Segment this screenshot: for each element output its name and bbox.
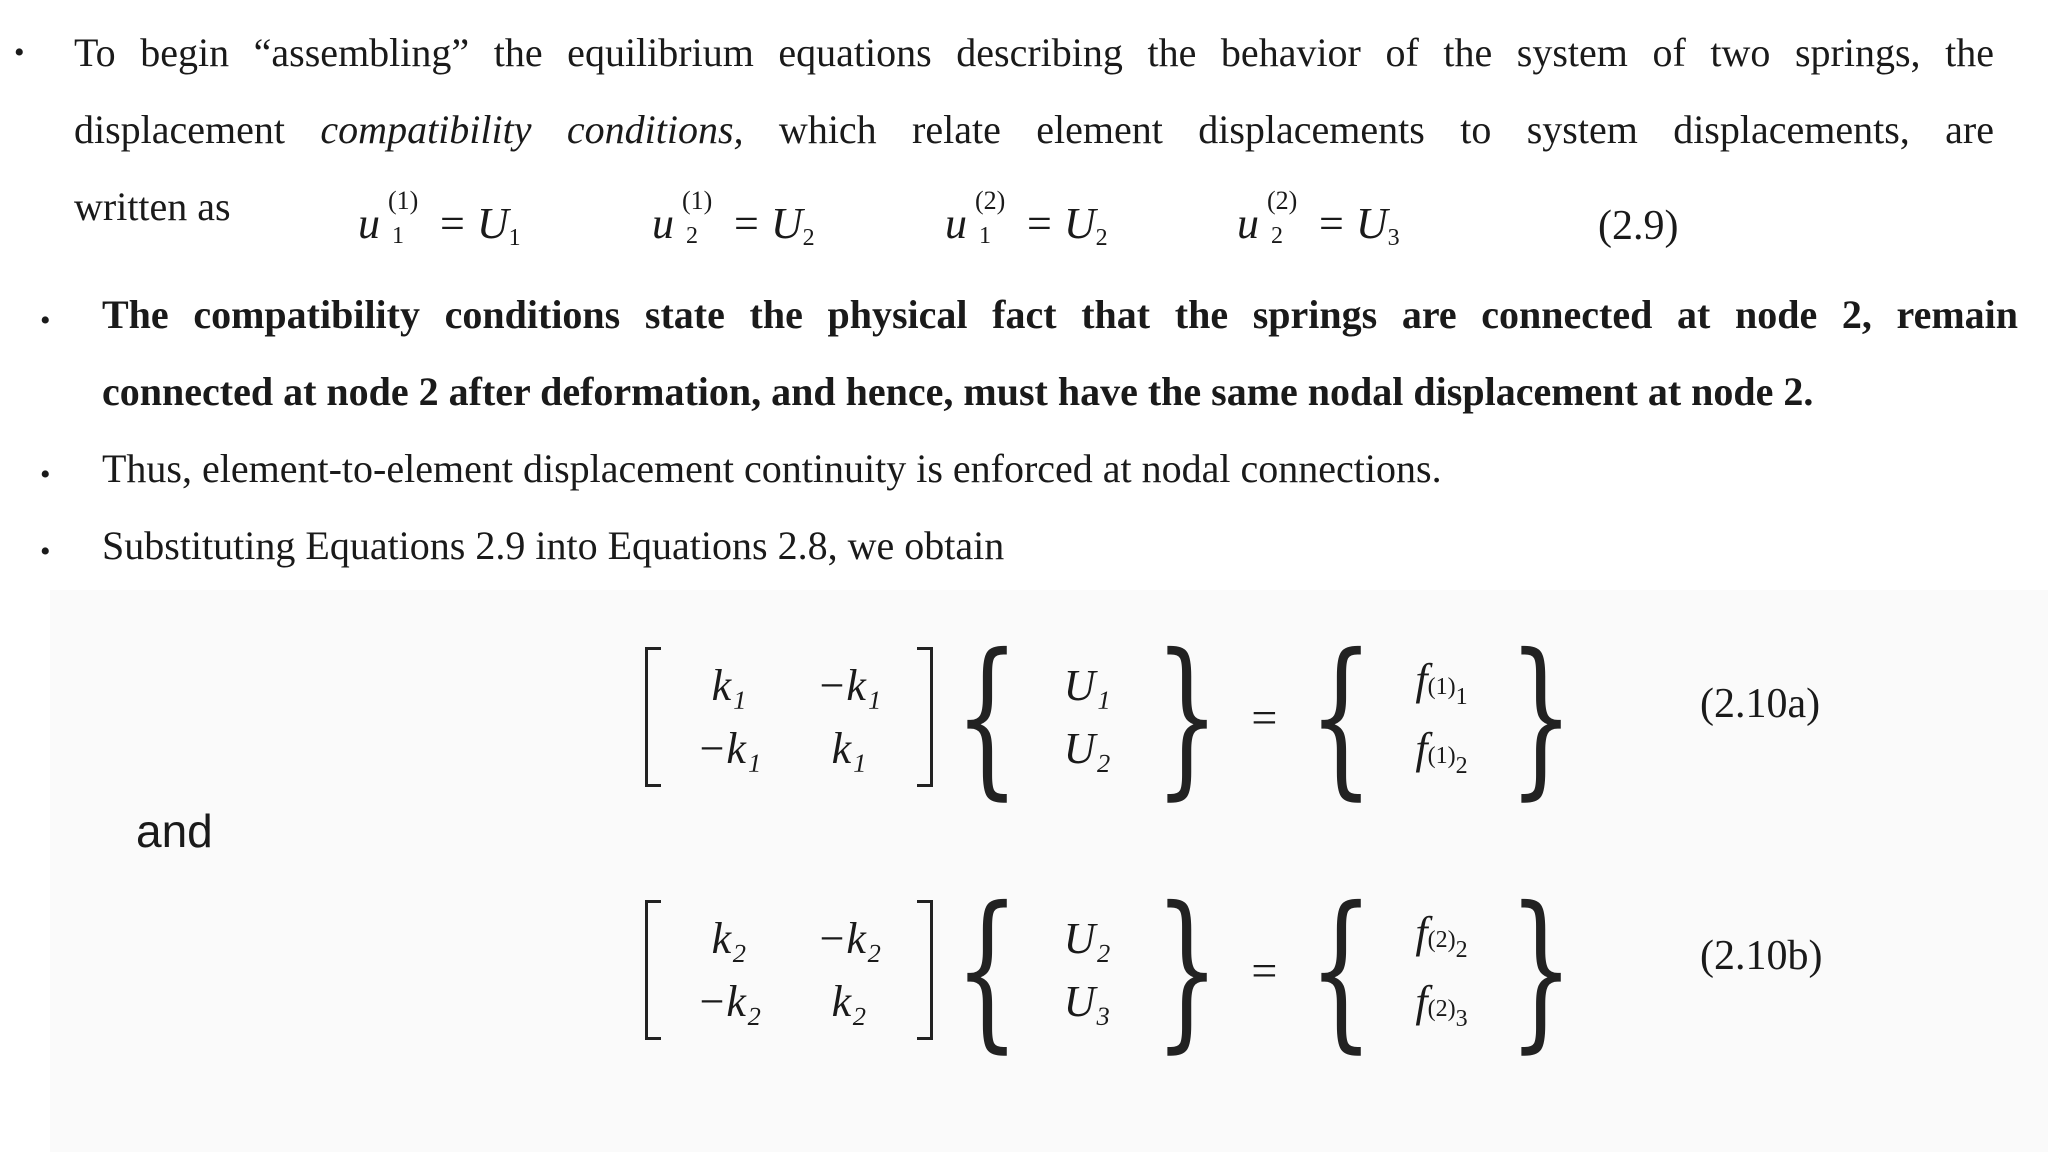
- eq210a-matrix-right-bracket: [917, 647, 933, 787]
- eq210b-equals: =: [1251, 944, 1278, 996]
- eq210a-vector-cell: U₁: [1063, 661, 1111, 710]
- paragraph-1-line-2: [74, 107, 1994, 153]
- eq210a-displacement-vector: [1041, 660, 1133, 774]
- eq210b-number: (2.10b): [1700, 933, 1823, 979]
- eq210a-force-right-brace: }: [1509, 618, 1575, 816]
- eq29-term-3: u (2) 1 = $U_2$: [945, 186, 1108, 252]
- eq210b-vector-cell: U₂: [1063, 914, 1111, 963]
- eq210a-matrix-cell: −k₁: [816, 661, 882, 710]
- eq210a-stiffness-matrix: [661, 660, 917, 774]
- eq210a-matrix-cell: −k₁: [696, 724, 762, 773]
- eq29-term-1-lhs: u (1) 1: [358, 186, 419, 249]
- and-connector: and: [136, 805, 213, 857]
- eq29-term-2-lhs: u (1) 2: [652, 186, 713, 249]
- eq210a-vector-cell: U₂: [1063, 724, 1111, 773]
- eq210b-force-cell: $f(2)_3$: [1415, 977, 1468, 1032]
- eq29-term-2: u (1) 2 = $U_2$: [652, 186, 815, 252]
- bullet-dot-3: •: [40, 458, 51, 491]
- eq210a-vector-right-brace: }: [1154, 618, 1220, 816]
- compatibility-conditions-term: compatibility conditions,: [320, 107, 744, 152]
- bullet-dot-1: •: [14, 36, 25, 69]
- eq210a-force-vector: [1395, 654, 1487, 780]
- eq210b-force-right-brace: }: [1509, 871, 1575, 1069]
- paragraph-3-line-1: Thus, element-to-element displacement continuity is enforced at nodal connections.: [102, 446, 1442, 491]
- paragraph-1-line-2-post: which relate element displacements to system displacements, are: [743, 107, 1995, 152]
- eq29-term-4: u (2) 2 = $U_3$: [1237, 186, 1400, 252]
- eq29-number: (2.9): [1598, 203, 1679, 249]
- paragraph-1-line-2-pre: displacement: [74, 107, 321, 152]
- paragraph-2-line-2: connected at node 2 after deformation, and hence, must have the same nodal displacement at node 2.: [102, 369, 1814, 414]
- eq210a-matrix-cell: k₁: [831, 724, 867, 773]
- eq210b-force-left-brace: {: [1308, 871, 1374, 1069]
- eq210a-matrix-cell: k₁: [711, 661, 747, 710]
- eq210a-vector-left-brace: {: [954, 618, 1020, 816]
- eq210b: [645, 871, 1596, 1069]
- eq210b-displacement-vector: [1041, 913, 1133, 1027]
- bullet-dot-4: •: [40, 535, 51, 568]
- eq210a: [645, 618, 1596, 816]
- eq210a-force-left-brace: {: [1308, 618, 1374, 816]
- eq210a-force-cell: $f(1)_1$: [1415, 655, 1468, 710]
- eq210b-matrix-cell: k₂: [711, 914, 747, 963]
- paragraph-1-line-3: written as: [74, 184, 231, 229]
- paragraph-2-line-1: The compatibility conditions state the physical fact that the springs are connected at node 2, remain: [102, 292, 2018, 337]
- paragraph-4-line-1: Substituting Equations 2.9 into Equations 2.8, we obtain: [102, 523, 1005, 568]
- eq29-term-3-lhs: u (2) 1: [945, 186, 1006, 249]
- eq210b-matrix-cell: −k₂: [696, 977, 762, 1026]
- eq210b-force-cell: $f(2)_2$: [1415, 908, 1468, 963]
- eq210b-stiffness-matrix: [661, 913, 917, 1027]
- eq210b-force-vector: [1395, 907, 1487, 1033]
- eq210b-matrix-left-bracket: [645, 900, 661, 1040]
- eq210a-force-cell: $f(1)_2$: [1415, 724, 1468, 779]
- eq210a-equals: =: [1251, 691, 1278, 743]
- eq210a-matrix-left-bracket: [645, 647, 661, 787]
- eq210b-matrix-right-bracket: [917, 900, 933, 1040]
- eq29-term-1: u (1) 1 = $U_1$: [358, 186, 521, 252]
- eq210b-matrix-cell: −k₂: [816, 914, 882, 963]
- eq210b-vector-left-brace: {: [954, 871, 1020, 1069]
- eq210b-vector-cell: U₃: [1063, 977, 1111, 1026]
- paragraph-1-line-1: To begin “assembling” the equilibrium equations describing the behavior of the system of two springs, the: [74, 30, 1994, 75]
- eq210a-number: (2.10a): [1700, 681, 1821, 727]
- eq29-term-4-lhs: u (2) 2: [1237, 186, 1298, 249]
- bullet-dot-2: •: [40, 304, 51, 337]
- eq210b-matrix-cell: k₂: [831, 977, 867, 1026]
- eq210b-vector-right-brace: }: [1154, 871, 1220, 1069]
